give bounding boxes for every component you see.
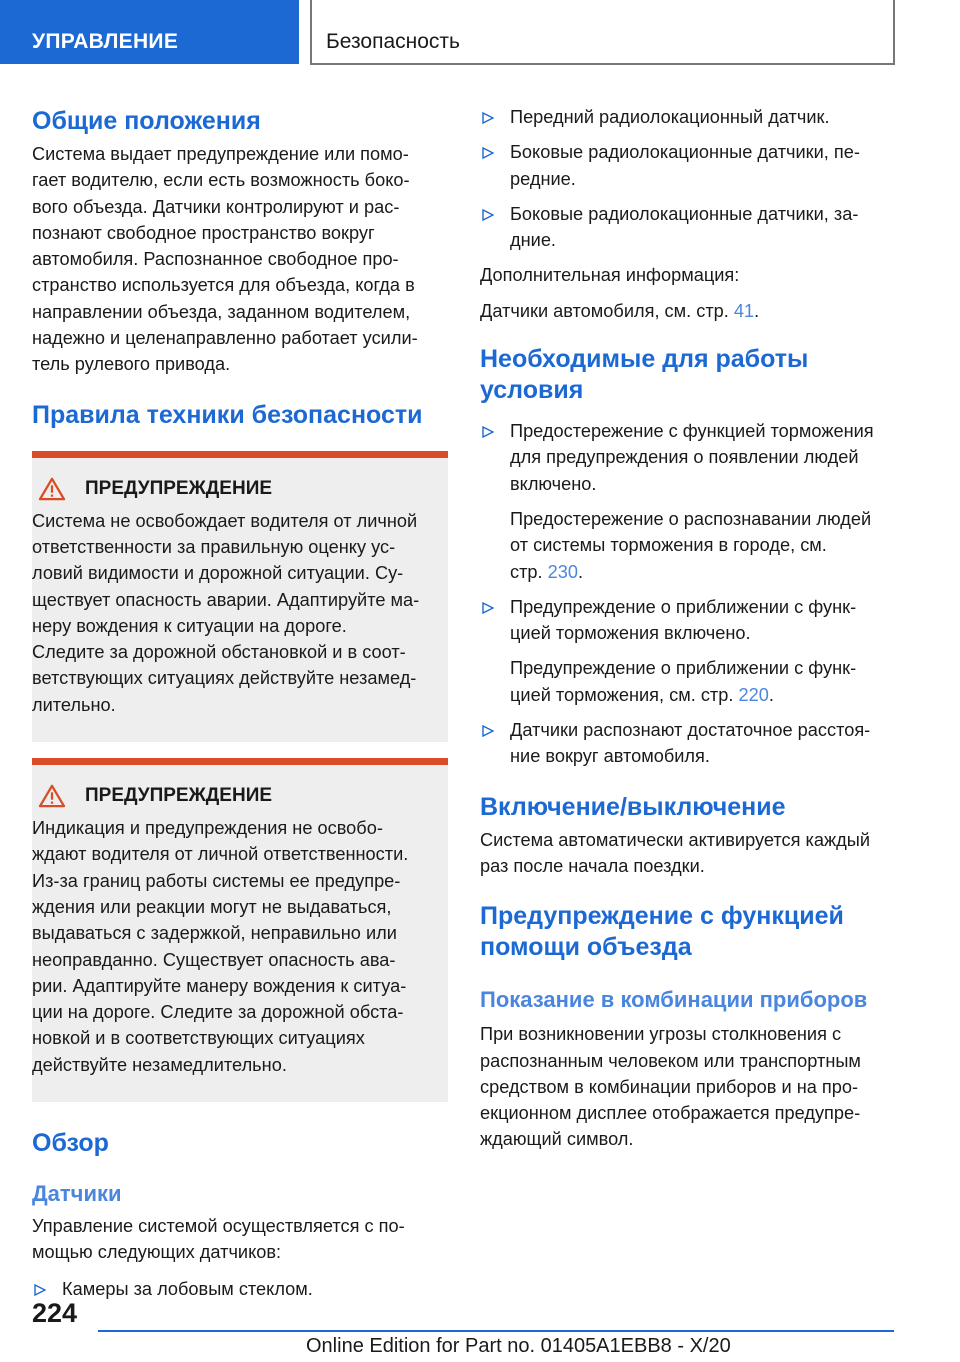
bullet-triangle-icon xyxy=(482,426,494,438)
heading-safety-rules: Правила техники безопасности xyxy=(32,400,423,429)
page-number: 224 xyxy=(32,1298,78,1328)
right-column xyxy=(480,104,900,1153)
header-divider-right xyxy=(893,0,895,64)
paragraph-sensors: Управление системой осуществляется с по- мощью следующих датчиков: xyxy=(32,1216,405,1263)
warning-triangle-icon xyxy=(37,784,67,808)
heading-general: Общие положения xyxy=(32,107,261,135)
list-item: Предостережение с функцией торможения для предупреждения о появлении людей включено. Предостережение о распознавании людей от системы торможения в городе, см. стр. 230. xyxy=(480,418,900,585)
page-link[interactable]: 41 xyxy=(733,300,755,321)
heading-on-off: Включение/выключение xyxy=(480,792,786,821)
footer-line xyxy=(98,1330,894,1332)
list-item: Передний радиолокационный датчик. xyxy=(480,104,900,130)
paragraph-sensors-ref: Датчики автомобиля, см. стр. 41. xyxy=(480,300,760,321)
heading-conditions: Необходимые для работы условия xyxy=(480,345,809,405)
warning-bar xyxy=(32,758,448,765)
warning-bar xyxy=(32,451,448,458)
bullet-triangle-icon xyxy=(482,112,494,124)
page-link[interactable]: 230 xyxy=(547,561,579,582)
chapter-tab: УПРАВЛЕНИЕ xyxy=(0,0,299,64)
paragraph-general: Система выдает предупреждение или помо- гает водителю, если есть возможность боко- вого объезда. Датчики контролируют и рас- познают свободное пространство вокруг автомобиля. Распознанное свободное про- странство используется для объезда, когда в направлении объезда, заданном водителем, надежно и целенаправленно работает усили- тель рулевого привода. xyxy=(32,144,418,375)
paragraph-display: При возникновении угрозы столкновения с распознанным человеком или транспортным средством в комбинации приборов и на про- екционном дисплее отображается предупре- ждающий символ. xyxy=(480,1024,861,1150)
warning-title: ПРЕДУПРЕЖДЕНИЕ xyxy=(85,477,273,499)
heading-display: Показание в комбинации приборов xyxy=(480,987,868,1013)
bullet-triangle-icon xyxy=(34,1284,46,1296)
warning-text: Индикация и предупреждения не освобо- ждают водителя от личной ответственности. Из-за границ работы системы ее предупре- ждения или реакции могут не выдаваться, выдаваться с задержкой, неправильно или неоправданно. Существует опасность ава- рии. Адаптируйте манеру вождения к ситуа- ции на дороге. Следите за дорожной обста- новкой и в соответствующих ситуациях действуйте незамедлительно. xyxy=(32,818,409,1075)
paragraph-on-off: Система автоматически активируется каждый раз после начала поездки. xyxy=(480,829,870,876)
page-link[interactable]: 220 xyxy=(738,684,769,705)
warning-title: ПРЕДУПРЕЖДЕНИЕ xyxy=(85,785,273,807)
header-underline xyxy=(310,63,895,65)
list-item: Боковые радиолокационные датчики, пе- редние. xyxy=(480,139,900,192)
warning-box-2 xyxy=(32,758,448,1102)
list-item: Предупреждение о приближении с функ- цией торможения включено. Предупреждение о приближении с функ- цией торможения, см. стр. 220. xyxy=(480,594,900,708)
list-item: Датчики распознают достаточное расстоя- ние вокруг автомобиля. xyxy=(480,717,900,770)
heading-warning-function: Предупреждение с функцией помощи объезда xyxy=(480,902,844,962)
bullet-triangle-icon xyxy=(482,602,494,614)
edition-text: Online Edition for Part no. 01405A1EBB8 - X/20 xyxy=(306,1335,731,1357)
list-item: Камеры за лобовым стеклом. xyxy=(32,1276,448,1302)
section-title: Безопасность xyxy=(326,30,460,53)
list-item: Боковые радиолокационные датчики, за- дние. xyxy=(480,201,900,254)
warning-text: Система не освобождает водителя от личной ответственности за правильную оценку ус- ловий видимости и дорожной ситуации. Су- ществует опасность аварии. Адаптируйте ма- неру вождения к ситуации на дороге. Следите за дорожной обстановкой и в соот- ветствующих ситуациях действуйте незамед- лительно. xyxy=(32,510,420,715)
warning-box-1 xyxy=(32,451,448,742)
heading-sensors: Датчики xyxy=(32,1181,122,1207)
heading-overview: Обзор xyxy=(32,1129,109,1158)
warning-triangle-icon xyxy=(37,477,67,501)
paragraph-additional-info: Дополнительная информация: xyxy=(480,265,740,286)
bullet-triangle-icon xyxy=(482,725,494,737)
left-column xyxy=(32,100,448,1302)
bullet-triangle-icon xyxy=(482,209,494,221)
bullet-triangle-icon xyxy=(482,147,494,159)
header-divider-left xyxy=(310,0,312,64)
